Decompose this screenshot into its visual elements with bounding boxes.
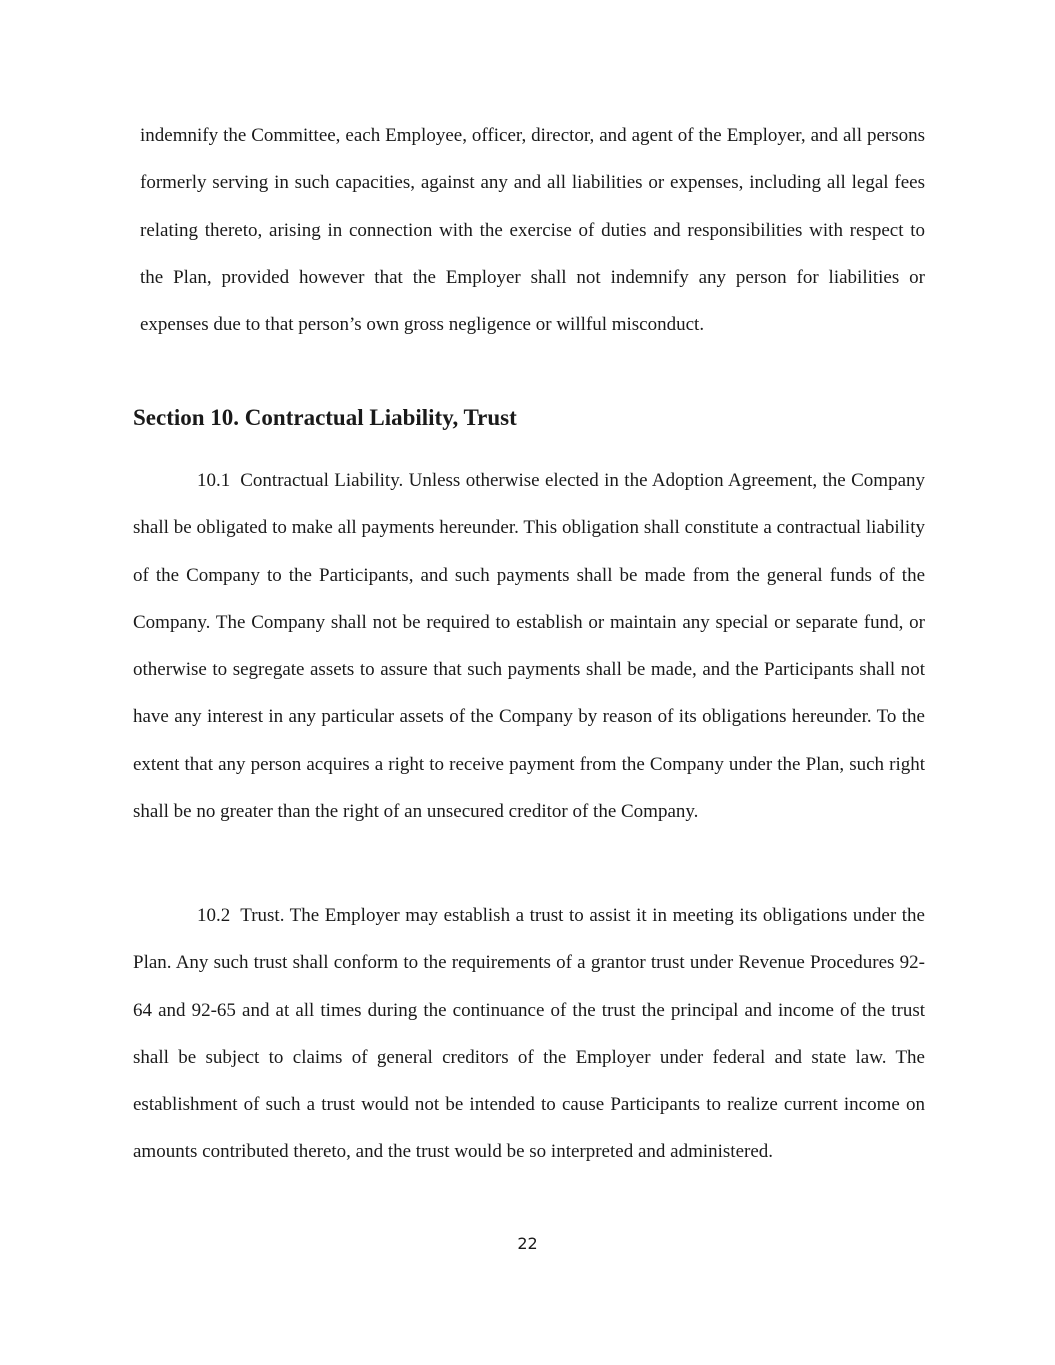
paragraph-number: 10.1 (197, 470, 231, 491)
paragraph-10-1 (133, 457, 925, 835)
section-heading: Section 10. Contractual Liability, Trust (133, 405, 517, 430)
paragraph-text: Trust. The Employer may establish a trust to assist it in meeting its obligations under the Plan. Any such trust shall conform to the requirements of a grantor trust under Revenue Procedures 92-64 and 92-65 and at all times during the continuance of the trust the principal and income of the trust shall be subject to claims of general creditors of the Employer under federal and state law. The establishment of such a trust would not be intended to cause Participants to realize current income on amounts contributed thereto, and the trust would be so interpreted and administered. (133, 905, 925, 1163)
paragraph-10-2 (133, 892, 925, 1176)
page-number: 22 (517, 1234, 538, 1253)
continuation-paragraph: indemnify the Committee, each Employee, officer, director, and agent of the Employer, and all persons formerly serving in such capacities, against any and all liabilities or expenses, including all legal fees relating thereto, arising in connection with the exercise of duties and responsibilities with respect to the Plan, provided however that the Employer shall not indemnify any person for liabilities or expenses due to that person’s own gross negligence or willful misconduct. (140, 125, 925, 336)
paragraph-number: 10.2 (197, 905, 231, 926)
paragraph-text: Contractual Liability. Unless otherwise elected in the Adoption Agreement, the Company shall be obligated to make all payments hereunder. This obligation shall constitute a contractual liability of the Company to the Participants, and such payments shall be made from the general funds of the Company. The Company shall not be required to establish or maintain any special or separate fund, or otherwise to segregate assets to assure that such payments shall be made, and the Participants shall not have any interest in any particular assets of the Company by reason of its obligations hereunder. To the extent that any person acquires a right to receive payment from the Company under the Plan, such right shall be no greater than the right of an unsecured creditor of the Company. (133, 470, 925, 823)
